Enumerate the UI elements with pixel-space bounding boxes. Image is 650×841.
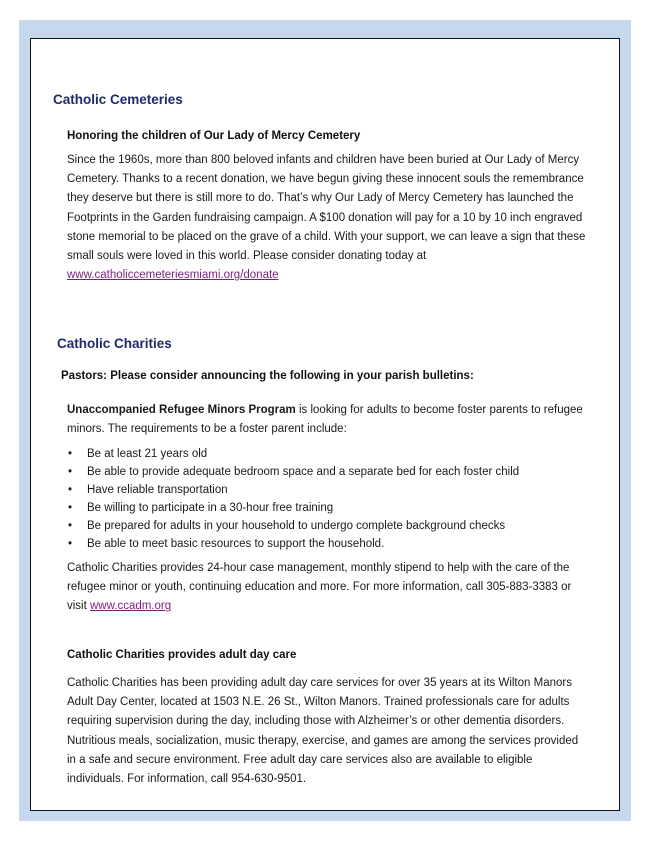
refugee-program-name: Unaccompanied Refugee Minors Program <box>67 404 296 416</box>
document-content <box>31 39 619 810</box>
cemetery-body: Since the 1960s, more than 800 beloved infants and children have been buried at Our Lady of Mercy Cemetery. Thanks to a recent donation, we have begun giving these innocent souls the remembrance they deserve but there is still more to do. That’s why Our Lady of Mercy Cemetery has launched the Footprints in the Garden fundraising campaign. A $100 donation will pay for a 10 by 10 inch engraved stone memorial to be placed on the grave of a child. With your support, we can leave a sign that these small souls were loved in this world. Please consider donating today at <box>67 154 586 263</box>
list-item <box>68 463 598 481</box>
ccadm-link[interactable]: www.ccadm.org <box>90 600 172 613</box>
requirement-text: Be prepared for adults in your household to undergo complete background checks <box>87 520 506 532</box>
refugee-intro: is looking for adults to become foster parents to refugee minors. The requirements to be a foster parent include: <box>67 404 583 436</box>
refugee-closing: Catholic Charities provides 24-hour case management, monthly stipend to help with the care of the refugee minor or youth, continuing education and more. For more information, call 305-883-3383 or visit <box>67 562 572 613</box>
bullet-icon: • <box>68 466 73 478</box>
refugee-intro-paragraph <box>67 401 587 439</box>
requirement-text: Be at least 21 years old <box>87 448 208 460</box>
bullet-icon: • <box>68 538 73 550</box>
bullet-icon: • <box>68 484 73 496</box>
list-item <box>68 535 598 553</box>
requirement-text: Be able to provide adequate bedroom space and a separate bed for each foster child <box>87 466 520 478</box>
cemetery-paragraph <box>67 151 587 285</box>
list-item <box>68 499 598 517</box>
requirement-text: Have reliable transportation <box>87 484 228 496</box>
cemetery-donate-link[interactable]: www.catholiccemeteriesmiami.org/donate <box>67 269 279 282</box>
cemetery-heading: Honoring the children of Our Lady of Mercy Cemetery <box>67 130 361 142</box>
section-title-cemeteries: Catholic Cemeteries <box>53 92 183 107</box>
list-item <box>68 481 598 499</box>
bullet-icon: • <box>68 448 73 460</box>
daycare-paragraph: Catholic Charities has been providing adult day care services for over 35 years at its Wilton Manors Adult Day Center, located at 1503 N.E. 26 St., Wilton Manors. Trained professionals care for adults requiring supervision during the day, including those with Alzheimer’s or other dementia disorders. Nutritious meals, socialization, music therapy, exercise, and games are among the services provided in a safe and secure environment. Free adult day care services also are available to eligible individuals. For information, call 954-630-9501. <box>67 677 579 786</box>
document-page <box>30 38 620 811</box>
requirement-text: Be willing to participate in a 30-hour free training <box>87 502 334 514</box>
bullet-icon: • <box>68 520 73 532</box>
requirement-text: Be able to meet basic resources to support the household. <box>87 538 385 550</box>
page-frame <box>19 20 631 821</box>
pastors-note: Pastors: Please consider announcing the following in your parish bulletins: <box>61 370 474 382</box>
section-title-charities: Catholic Charities <box>57 336 172 351</box>
list-item <box>68 445 598 463</box>
list-item <box>68 517 598 535</box>
bullet-icon: • <box>68 502 73 514</box>
refugee-closing-paragraph <box>67 559 587 617</box>
daycare-heading: Catholic Charities provides adult day care <box>67 649 297 661</box>
requirements-list <box>68 445 598 553</box>
